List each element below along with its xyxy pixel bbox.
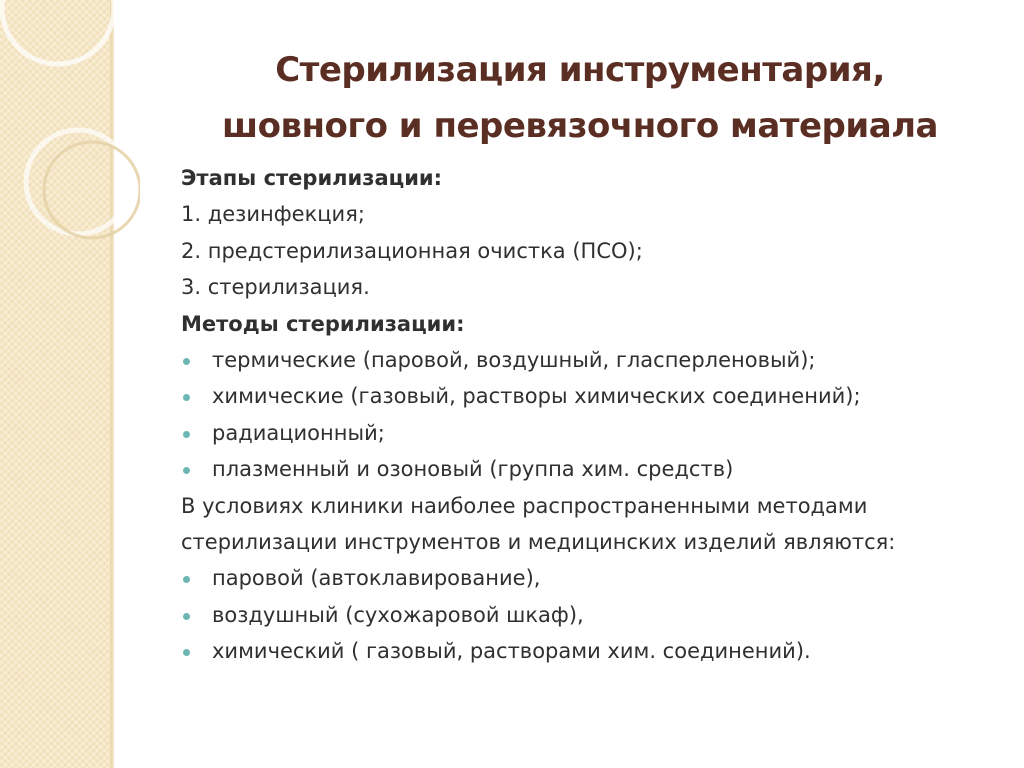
method-item-text: плазменный и озоновый (группа хим. средств)	[212, 457, 734, 482]
clinic-method-text: химический ( газовый, растворами хим. соединений).	[212, 639, 811, 664]
stages-heading: Этапы стерилизации:	[181, 166, 443, 190]
bullet-icon	[183, 467, 190, 474]
method-item-text: радиационный;	[212, 420, 385, 445]
title-line-1: Стерилизация инструментария,	[275, 50, 885, 90]
clinic-paragraph-line-1: В условиях клиники наиболее распространенными методами	[181, 493, 868, 518]
stage-item: 1. дезинфекция;	[181, 202, 365, 227]
stage-item: 3. стерилизация.	[181, 275, 370, 300]
method-item	[181, 415, 1001, 451]
method-item	[181, 451, 1001, 487]
clinic-method-item	[181, 560, 1001, 596]
bullet-icon	[183, 576, 190, 583]
methods-heading: Методы стерилизации:	[181, 311, 465, 336]
bullet-icon	[183, 431, 190, 438]
bullet-icon	[183, 613, 190, 620]
method-item-text: термические (паровой, воздушный, гласперленовый);	[212, 347, 816, 372]
bullet-icon	[183, 394, 190, 401]
slide-content	[181, 160, 1001, 669]
method-item-text: химические (газовый, растворы химических соединений);	[212, 384, 861, 409]
bullet-icon	[183, 649, 190, 656]
decorative-rings	[0, 0, 140, 300]
method-item	[181, 378, 1001, 414]
slide-title	[170, 42, 990, 154]
clinic-method-item	[181, 633, 1001, 669]
method-item	[181, 342, 1001, 378]
clinic-method-text: воздушный (сухожаровой шкаф),	[212, 602, 584, 627]
clinic-method-text: паровой (автоклавирование),	[212, 566, 541, 591]
bullet-icon	[183, 358, 190, 365]
clinic-method-item	[181, 597, 1001, 633]
title-line-2: шовного и перевязочного материала	[222, 106, 938, 146]
clinic-paragraph-line-2: стерилизации инструментов и медицинских изделий являются:	[181, 529, 896, 554]
stage-item: 2. предстерилизационная очистка (ПСО);	[181, 238, 643, 263]
